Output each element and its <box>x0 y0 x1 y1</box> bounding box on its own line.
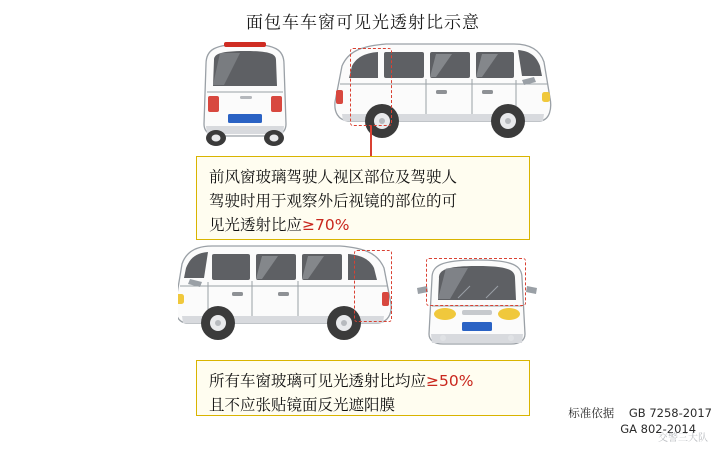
callout-2-line-1-text: 所有车窗玻璃可见光透射比均应 <box>209 372 427 390</box>
page-title: 面包车车窗可见光透射比示意 <box>246 13 480 33</box>
standard-code-2: GA 802-2014 <box>620 422 697 437</box>
callout-1-line-3 <box>209 213 517 237</box>
watermark: 交警三大队 <box>658 433 708 444</box>
dashed-highlight-driver-area-top <box>350 48 392 126</box>
standard-reference-line-1 <box>568 405 712 422</box>
standard-code-1: GB 7258-2017 <box>628 405 712 420</box>
dashed-highlight-driver-area-bottom <box>354 250 392 322</box>
callout-2-line-1 <box>209 369 517 393</box>
callout-1-line-1: 前风窗玻璃驾驶人视区部位及驾驶人 <box>209 168 458 186</box>
callout-2-threshold: ≥50% <box>426 372 474 390</box>
connector-line-top <box>370 126 372 156</box>
callout-2-line-2: 且不应张贴镜面反光遮阳膜 <box>209 396 396 415</box>
callout-front-windshield <box>196 156 530 240</box>
callout-1-line-2: 驾驶时用于观察外后视镜的部位的可 <box>209 192 458 211</box>
dashed-highlight-windshield-front <box>426 258 526 306</box>
callout-all-windows <box>196 360 530 416</box>
callout-1-line-3-text: 见光透射比应 <box>209 216 303 235</box>
standard-reference-label: 标准依据 <box>568 405 615 420</box>
callout-1-threshold: ≥70% <box>302 216 350 235</box>
van-rear-view <box>180 28 310 148</box>
